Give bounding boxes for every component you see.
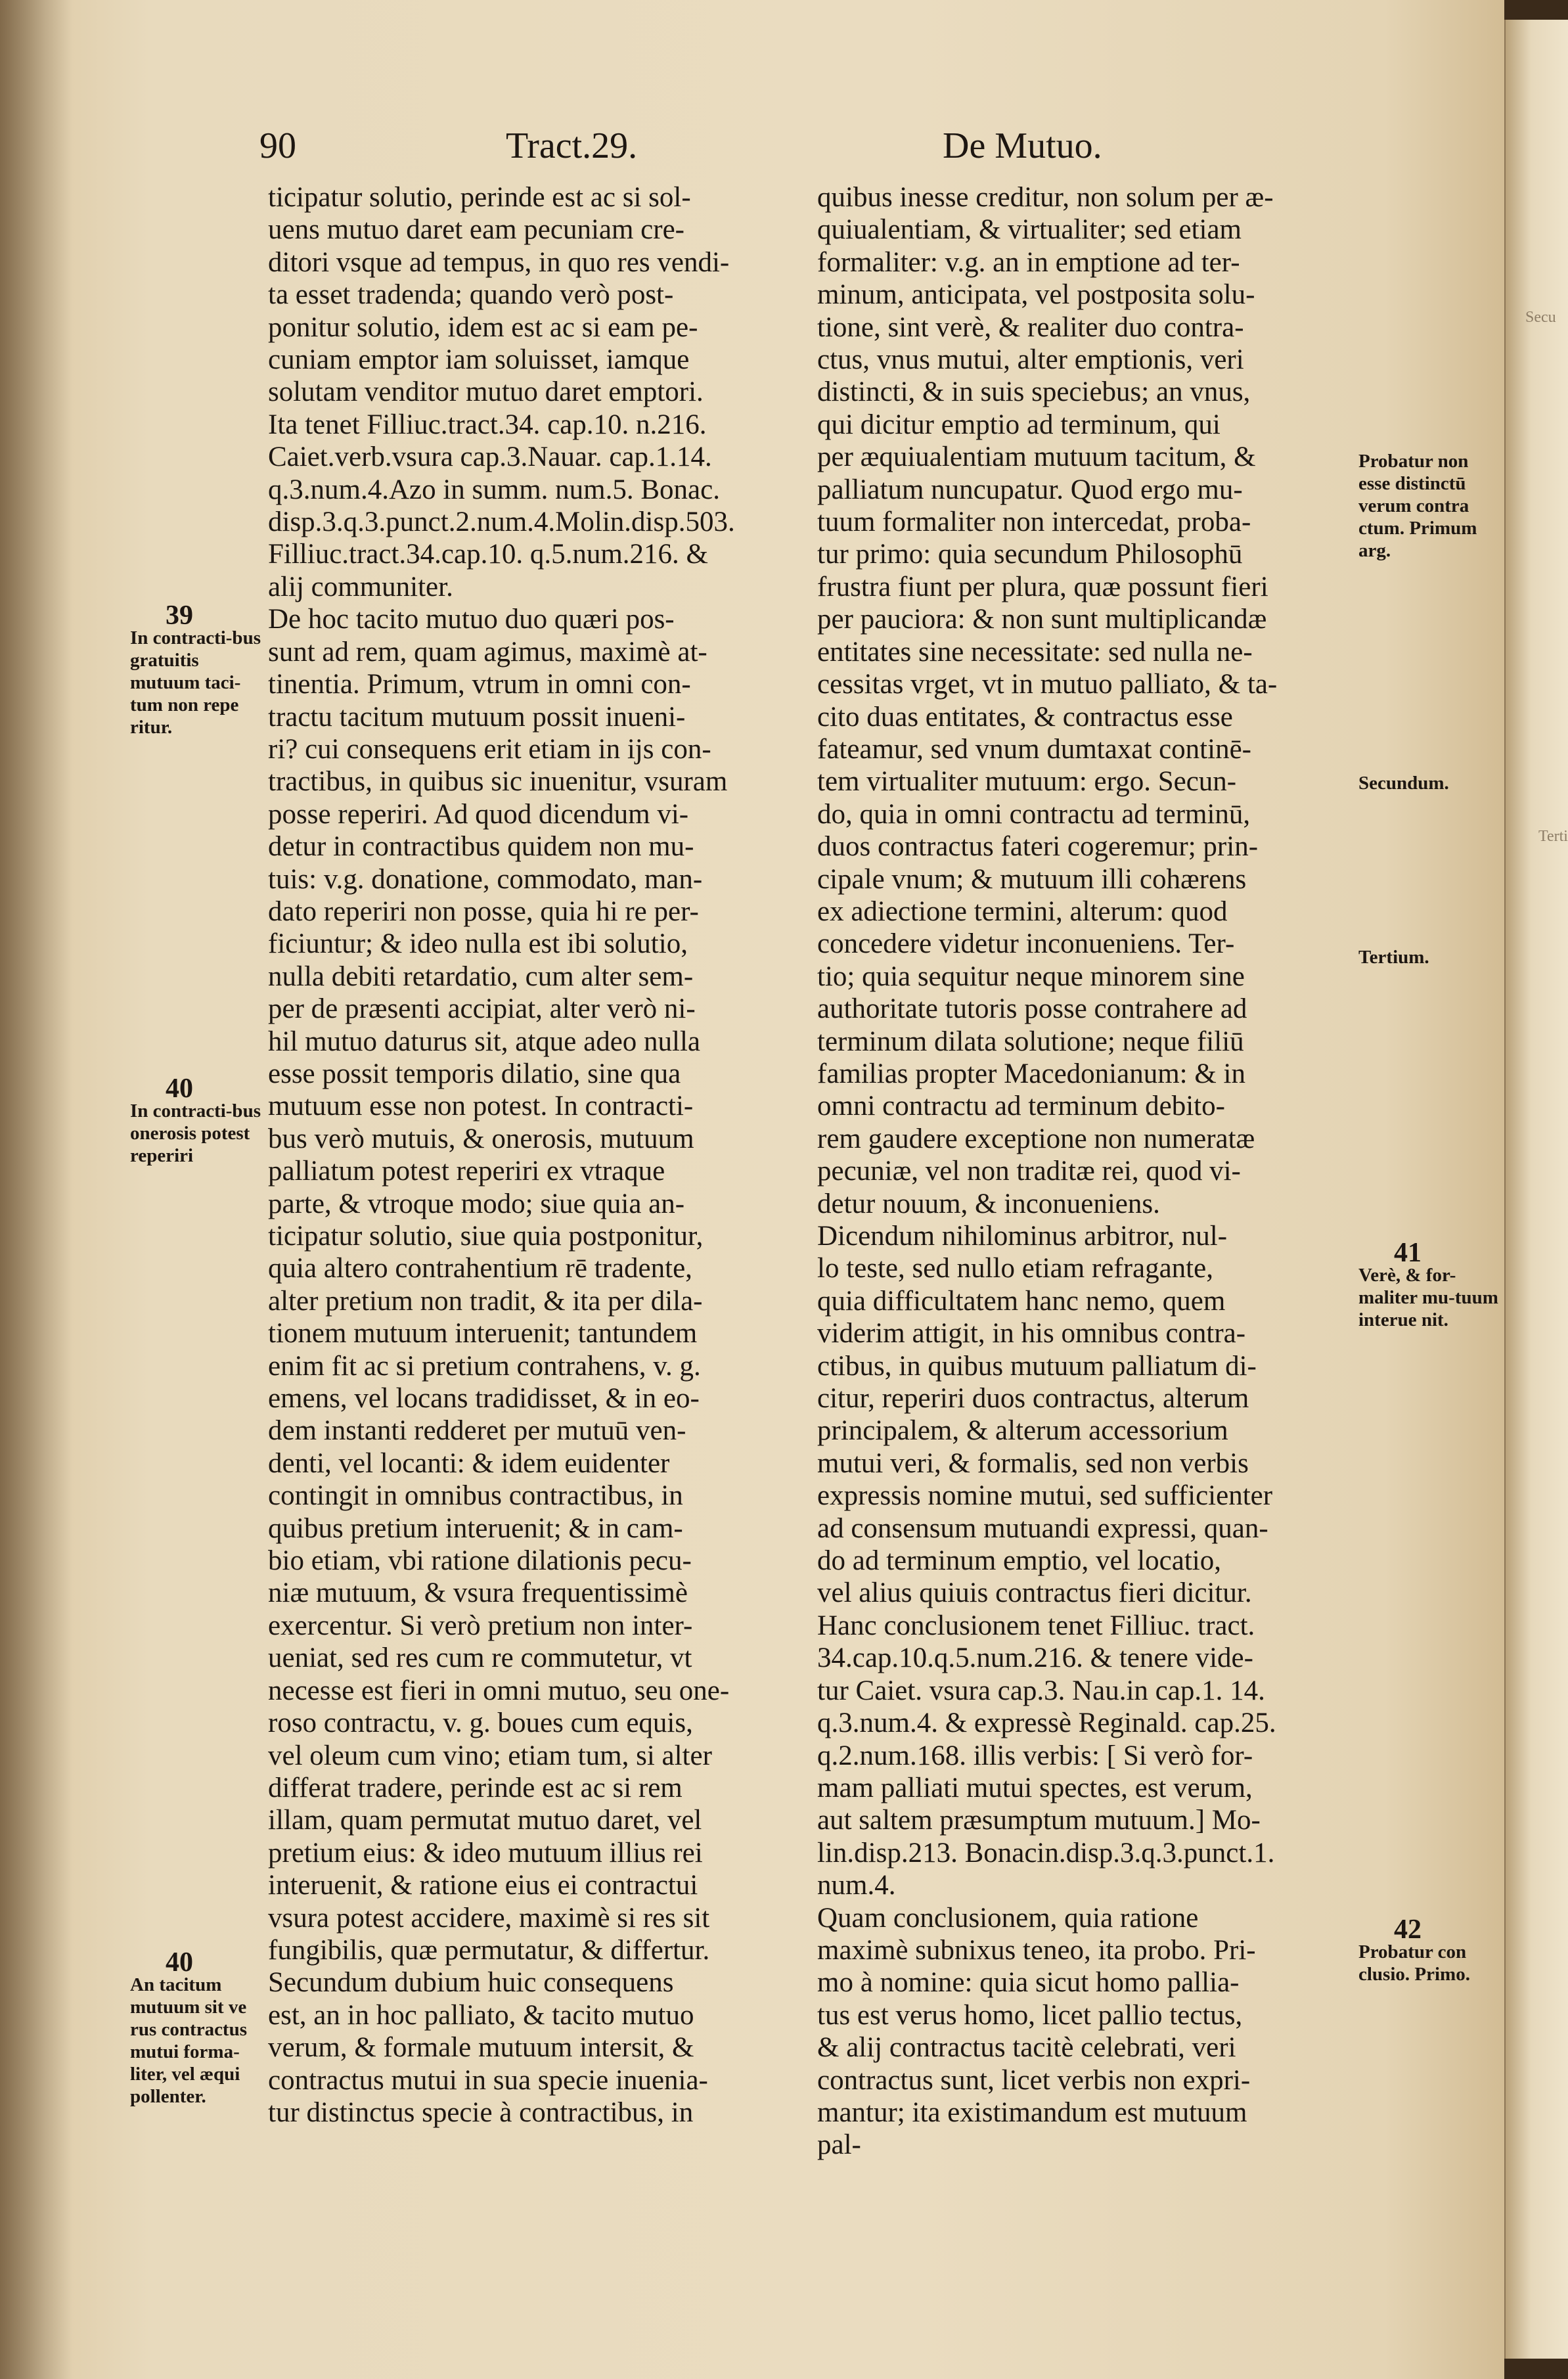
- text-line: do ad terminum emptio, vel locatio,: [817, 1545, 1221, 1577]
- running-title-right: De Mutuo.: [943, 125, 1102, 166]
- text-line: per pauciora: & non sunt multiplicandæ: [817, 604, 1267, 635]
- text-line: differat tradere, perinde est ac si rem: [268, 1772, 683, 1803]
- page-number: 90: [259, 125, 296, 166]
- text-line: hil mutuo daturus sit, atque adeo nulla: [268, 1026, 701, 1057]
- text-line: bus verò mutuis, & onerosis, mutuum: [268, 1123, 694, 1154]
- text-line: esse possit temporis dilatio, sine qua: [268, 1058, 681, 1089]
- text-line: tractibus, in quibus sic inuenitur, vsuram: [268, 766, 728, 798]
- text-line: quia altero contrahentium rē tradente,: [268, 1253, 692, 1284]
- text-line: Filliuc.tract.34.cap.10. q.5.num.216. &: [268, 539, 708, 570]
- margin-note-42: [1358, 1915, 1503, 1985]
- text-line: Ita tenet Filliuc.tract.34. cap.10. n.216.: [268, 409, 707, 440]
- text-line: maximè subnixus teneo, ita probo. Pri-: [817, 1934, 1256, 1966]
- text-line: per æquiualentiam mutuum tacitum, &: [817, 442, 1256, 473]
- text-line: cito duas entitates, & contractus esse: [817, 701, 1233, 733]
- text-line: alij communiter.: [268, 571, 453, 602]
- text-line: interuenit, & ratione eius ei contractui: [268, 1870, 698, 1901]
- text-line: uens mutuo daret eam pecuniam cre-: [268, 214, 684, 246]
- text-line: mam palliati mutui spectes, est verum,: [817, 1772, 1253, 1803]
- text-line: emens, vel locans tradidisset, & in eo-: [268, 1383, 700, 1415]
- running-title-left: Tract.29.: [506, 125, 638, 166]
- text-line: expressis nomine mutui, sed sufficienter: [817, 1480, 1273, 1512]
- margin-note-text: An tacitum mutuum sit ve rus contractus mutui forma-liter, vel æqui pollenter.: [130, 1974, 248, 2107]
- text-line: familias propter Macedonianum: & in: [817, 1058, 1245, 1089]
- text-line: De hoc tacito mutuo duo quæri pos-: [268, 604, 675, 635]
- text-line: ad consensum mutuandi expressi, quan-: [817, 1512, 1268, 1544]
- text-line: contingit in omnibus contractibus, in: [268, 1480, 683, 1512]
- text-line: roso contractu, v. g. boues cum equis,: [268, 1708, 693, 1739]
- text-line: tem virtualiter mutuum: ergo. Secun-: [817, 766, 1237, 798]
- text-line: ueniat, sed res cum re commutetur, vt: [268, 1643, 692, 1674]
- text-line: tus est verus homo, licet pallio tectus,: [817, 1999, 1243, 2031]
- text-line: ficiuntur; & ideo nulla est ibi solutio,: [268, 928, 688, 960]
- margin-note-41: [1358, 1238, 1503, 1331]
- text-line: tione, sint verè, & realiter duo contra-: [817, 311, 1244, 343]
- text-line: formaliter: v.g. an in emptione ad ter-: [817, 246, 1240, 278]
- text-line: ticipatur solutio, siue quia postponitur,: [268, 1221, 704, 1252]
- text-line: Secundum dubium huic consequens: [268, 1967, 674, 1999]
- text-line: nulla debiti retardatio, cum alter sem-: [268, 961, 694, 992]
- margin-note-text: Tertium.: [1358, 947, 1429, 968]
- text-line: lin.disp.213. Bonacin.disp.3.q.3.punct.1.: [817, 1837, 1275, 1869]
- text-line: authoritate tutoris posse contrahere ad: [817, 993, 1247, 1025]
- text-line: illam, quam permutat mutuo daret, vel: [268, 1805, 702, 1836]
- text-line: q.2.num.168. illis verbis: [ Si verò for-: [817, 1740, 1253, 1771]
- text-line: fateamur, sed vnum dumtaxat continē-: [817, 733, 1251, 765]
- text-line: do, quia in omni contractu ad terminū,: [817, 798, 1251, 830]
- text-line: vel oleum cum vino; etiam tum, si alter: [268, 1740, 712, 1771]
- text-line: ticipatur solutio, perinde est ac si sol-: [268, 182, 691, 213]
- margin-note-text: Secundum.: [1358, 773, 1449, 794]
- text-line: q.3.num.4.Azo in summ. num.5. Bonac.: [268, 474, 720, 505]
- text-line: parte, & vtroque modo; siue quia an-: [268, 1188, 685, 1219]
- text-line: quibus pretium interuenit; & in cam-: [268, 1512, 683, 1544]
- text-line: palliatum potest reperiri ex vtraque: [268, 1156, 665, 1187]
- text-line: ditori vsque ad tempus, in quo res vendi-: [268, 246, 730, 278]
- text-line: 34.cap.10.q.5.num.216. & tenere vide-: [817, 1643, 1253, 1674]
- text-line: pretium eius: & ideo mutuum illius rei: [268, 1837, 703, 1869]
- text-line: mantur; ita existimandum est mutuum: [817, 2096, 1247, 2128]
- margin-note-probatur: [1358, 450, 1503, 562]
- text-line: quibus inesse creditur, non solum per æ-: [817, 182, 1274, 213]
- text-line: tionem mutuum interuenit; tantundem: [268, 1318, 698, 1349]
- text-line: alter pretium non tradit, & ita per dila-: [268, 1285, 703, 1317]
- text-line: ponitur solutio, idem est ac si eam pe-: [268, 311, 698, 343]
- text-line: necesse est fieri in omni mutuo, seu one-: [268, 1675, 730, 1706]
- text-line: ctibus, in quibus mutuum palliatum di-: [817, 1350, 1257, 1382]
- text-line: mutui veri, & formalis, sed non verbis: [817, 1447, 1249, 1479]
- text-line: verum, & formale mutuum intersit, &: [268, 2032, 694, 2064]
- text-line: tinentia. Primum, vtrum in omni con-: [268, 669, 691, 700]
- text-line: lo teste, sed nullo etiam refragante,: [817, 1253, 1213, 1284]
- text-line: tio; quia sequitur neque minorem sine: [817, 961, 1245, 992]
- text-line: ta esset tradenda; quando verò post-: [268, 279, 674, 311]
- text-line: minum, anticipata, vel postposita solu-: [817, 279, 1255, 311]
- gutter-shadow: [0, 0, 72, 2379]
- margin-note-text: Verè, & for-maliter mu-tuum interue nit.: [1358, 1265, 1498, 1330]
- text-line: vsura potest accidere, maximè si res sit: [268, 1902, 710, 1934]
- text-line: per de præsenti accipiat, alter verò ni-: [268, 993, 696, 1025]
- margin-note-number: 42: [1394, 1915, 1422, 1945]
- margin-note-tertium: [1358, 946, 1503, 968]
- text-line: distincti, & in suis speciebus; an vnus,: [817, 376, 1251, 408]
- text-line: ri? cui consequens erit etiam in ijs con-: [268, 733, 711, 765]
- margin-note-40b: [130, 1947, 268, 2108]
- margin-note-number: 40: [166, 1074, 193, 1104]
- text-line: quiualentiam, & virtualiter; sed etiam: [817, 214, 1242, 246]
- text-line: terminum dilata solutione; neque filiū: [817, 1026, 1244, 1057]
- text-line: denti, vel locanti: & idem euidenter: [268, 1447, 670, 1479]
- text-line: Hanc conclusionem tenet Filliuc. tract.: [817, 1610, 1255, 1641]
- text-line: aut saltem præsumptum mutuum.] Mo-: [817, 1805, 1261, 1836]
- margin-note-number: 41: [1394, 1238, 1422, 1268]
- margin-note-number: 39: [166, 600, 193, 631]
- text-line: contractus sunt, licet verbis non expri-: [817, 2064, 1251, 2096]
- page-header: [259, 125, 1205, 177]
- text-line: qui dicitur emptio ad terminum, qui: [817, 409, 1221, 440]
- text-line: principalem, & alterum accessorium: [817, 1415, 1228, 1447]
- text-line: num.4.: [817, 1870, 896, 1901]
- text-line: vel alius quiuis contractus fieri dicitur.: [817, 1577, 1252, 1609]
- text-line: tur Caiet. vsura cap.3. Nau.in cap.1. 14.: [817, 1675, 1265, 1706]
- text-line: dem instanti redderet per mutuū ven-: [268, 1415, 686, 1447]
- right-text-column: [817, 181, 1356, 2162]
- text-line: Caiet.verb.vsura cap.3.Nauar. cap.1.14.: [268, 442, 712, 473]
- text-line: duos contractus fateri cogeremur; prin-: [817, 831, 1259, 863]
- text-line: cuniam emptor iam soluisset, iamque: [268, 344, 690, 376]
- text-line: mo à nomine: quia sicut homo pallia-: [817, 1967, 1240, 1999]
- text-line: Dicendum nihilominus arbitror, nul-: [817, 1221, 1228, 1252]
- margin-note-text: Probatur con clusio. Primo.: [1358, 1941, 1470, 1985]
- text-line: viderim attigit, in his omnibus contra-: [817, 1318, 1246, 1349]
- margin-note-text: In contracti-bus gratuitis mutuum taci-tum non repe ritur.: [130, 627, 261, 738]
- text-line: mutuum esse non potest. In contracti-: [268, 1091, 694, 1122]
- text-line: ctus, vnus mutui, alter emptionis, veri: [817, 344, 1244, 376]
- text-line: tur distinctus specie à contractibus, in: [268, 2096, 694, 2128]
- text-line: tuis: v.g. donatione, commodato, man-: [268, 863, 703, 895]
- text-line: exercentur. Si verò pretium non inter-: [268, 1610, 693, 1641]
- text-line: concedere videtur inconueniens. Ter-: [817, 928, 1235, 960]
- text-line: entitates sine necessitate: sed nulla ne-: [817, 636, 1253, 668]
- text-line: pal-: [817, 2129, 861, 2161]
- text-line: frustra fiunt per plura, quæ possunt fieri: [817, 571, 1268, 602]
- text-line: detur in contractibus quidem non mu-: [268, 831, 694, 863]
- text-line: detur nouum, & inconueniens.: [817, 1188, 1160, 1219]
- text-line: citur, reperiri duos contractus, alterum: [817, 1383, 1249, 1415]
- text-line: contractus mutui in sua specie inuenia-: [268, 2064, 708, 2096]
- text-line: cessitas vrget, vt in mutuo palliato, & ta-: [817, 669, 1278, 700]
- left-text-column: [268, 181, 830, 2129]
- bleed-text: Secu: [1525, 309, 1556, 326]
- margin-note-text: In contracti-bus onerosis potest reperiri: [130, 1100, 261, 1166]
- text-line: tur primo: quia secundum Philosophū: [817, 539, 1243, 570]
- margin-note-40a: [130, 1074, 268, 1167]
- text-line: bio etiam, vbi ratione dilationis pecu-: [268, 1545, 692, 1577]
- text-line: Quam conclusionem, quia ratione: [817, 1902, 1199, 1934]
- text-line: pecuniæ, vel non traditæ rei, quod vi-: [817, 1156, 1241, 1187]
- text-line: quia difficultatem hanc nemo, quem: [817, 1285, 1226, 1317]
- text-line: niæ mutuum, & vsura frequentissimè: [268, 1577, 688, 1609]
- margin-note-39: [130, 600, 268, 738]
- text-line: dato reperiri non posse, quia hi re per-: [268, 895, 699, 927]
- text-line: ex adiectione termini, alterum: quod: [817, 895, 1228, 927]
- text-line: solutam venditor mutuo daret emptori.: [268, 376, 704, 408]
- next-page-edge: [1504, 20, 1568, 2359]
- text-line: est, an in hoc palliato, & tacito mutuo: [268, 1999, 694, 2031]
- margin-note-text: Probatur non esse distinctū verum contra ctum. Primum arg.: [1358, 451, 1477, 561]
- margin-note-secundum: [1358, 772, 1503, 794]
- text-line: tractu tacitum mutuum possit inueni-: [268, 701, 686, 733]
- text-line: fungibilis, quæ permutatur, & differtur.: [268, 1934, 710, 1966]
- text-line: disp.3.q.3.punct.2.num.4.Molin.disp.503.: [268, 507, 735, 538]
- text-line: cipale vnum; & mutuum illi cohærens: [817, 863, 1247, 895]
- text-line: omni contractu ad terminum debito-: [817, 1091, 1225, 1122]
- text-line: posse reperiri. Ad quod dicendum vi-: [268, 798, 689, 830]
- text-line: enim fit ac si pretium contrahens, v. g.: [268, 1350, 701, 1382]
- text-line: & alij contractus tacitè celebrati, veri: [817, 2032, 1236, 2064]
- text-line: rem gaudere exceptione non numeratæ: [817, 1123, 1255, 1154]
- text-line: sunt ad rem, quam agimus, maximè at-: [268, 636, 707, 668]
- text-line: tuum formaliter non intercedat, proba-: [817, 507, 1251, 538]
- text-line: q.3.num.4. & expressè Reginald. cap.25.: [817, 1708, 1276, 1739]
- bleed-text: Terti: [1538, 828, 1568, 845]
- margin-note-number: 40: [166, 1947, 193, 1978]
- text-line: palliatum nuncupatur. Quod ergo mu-: [817, 474, 1243, 505]
